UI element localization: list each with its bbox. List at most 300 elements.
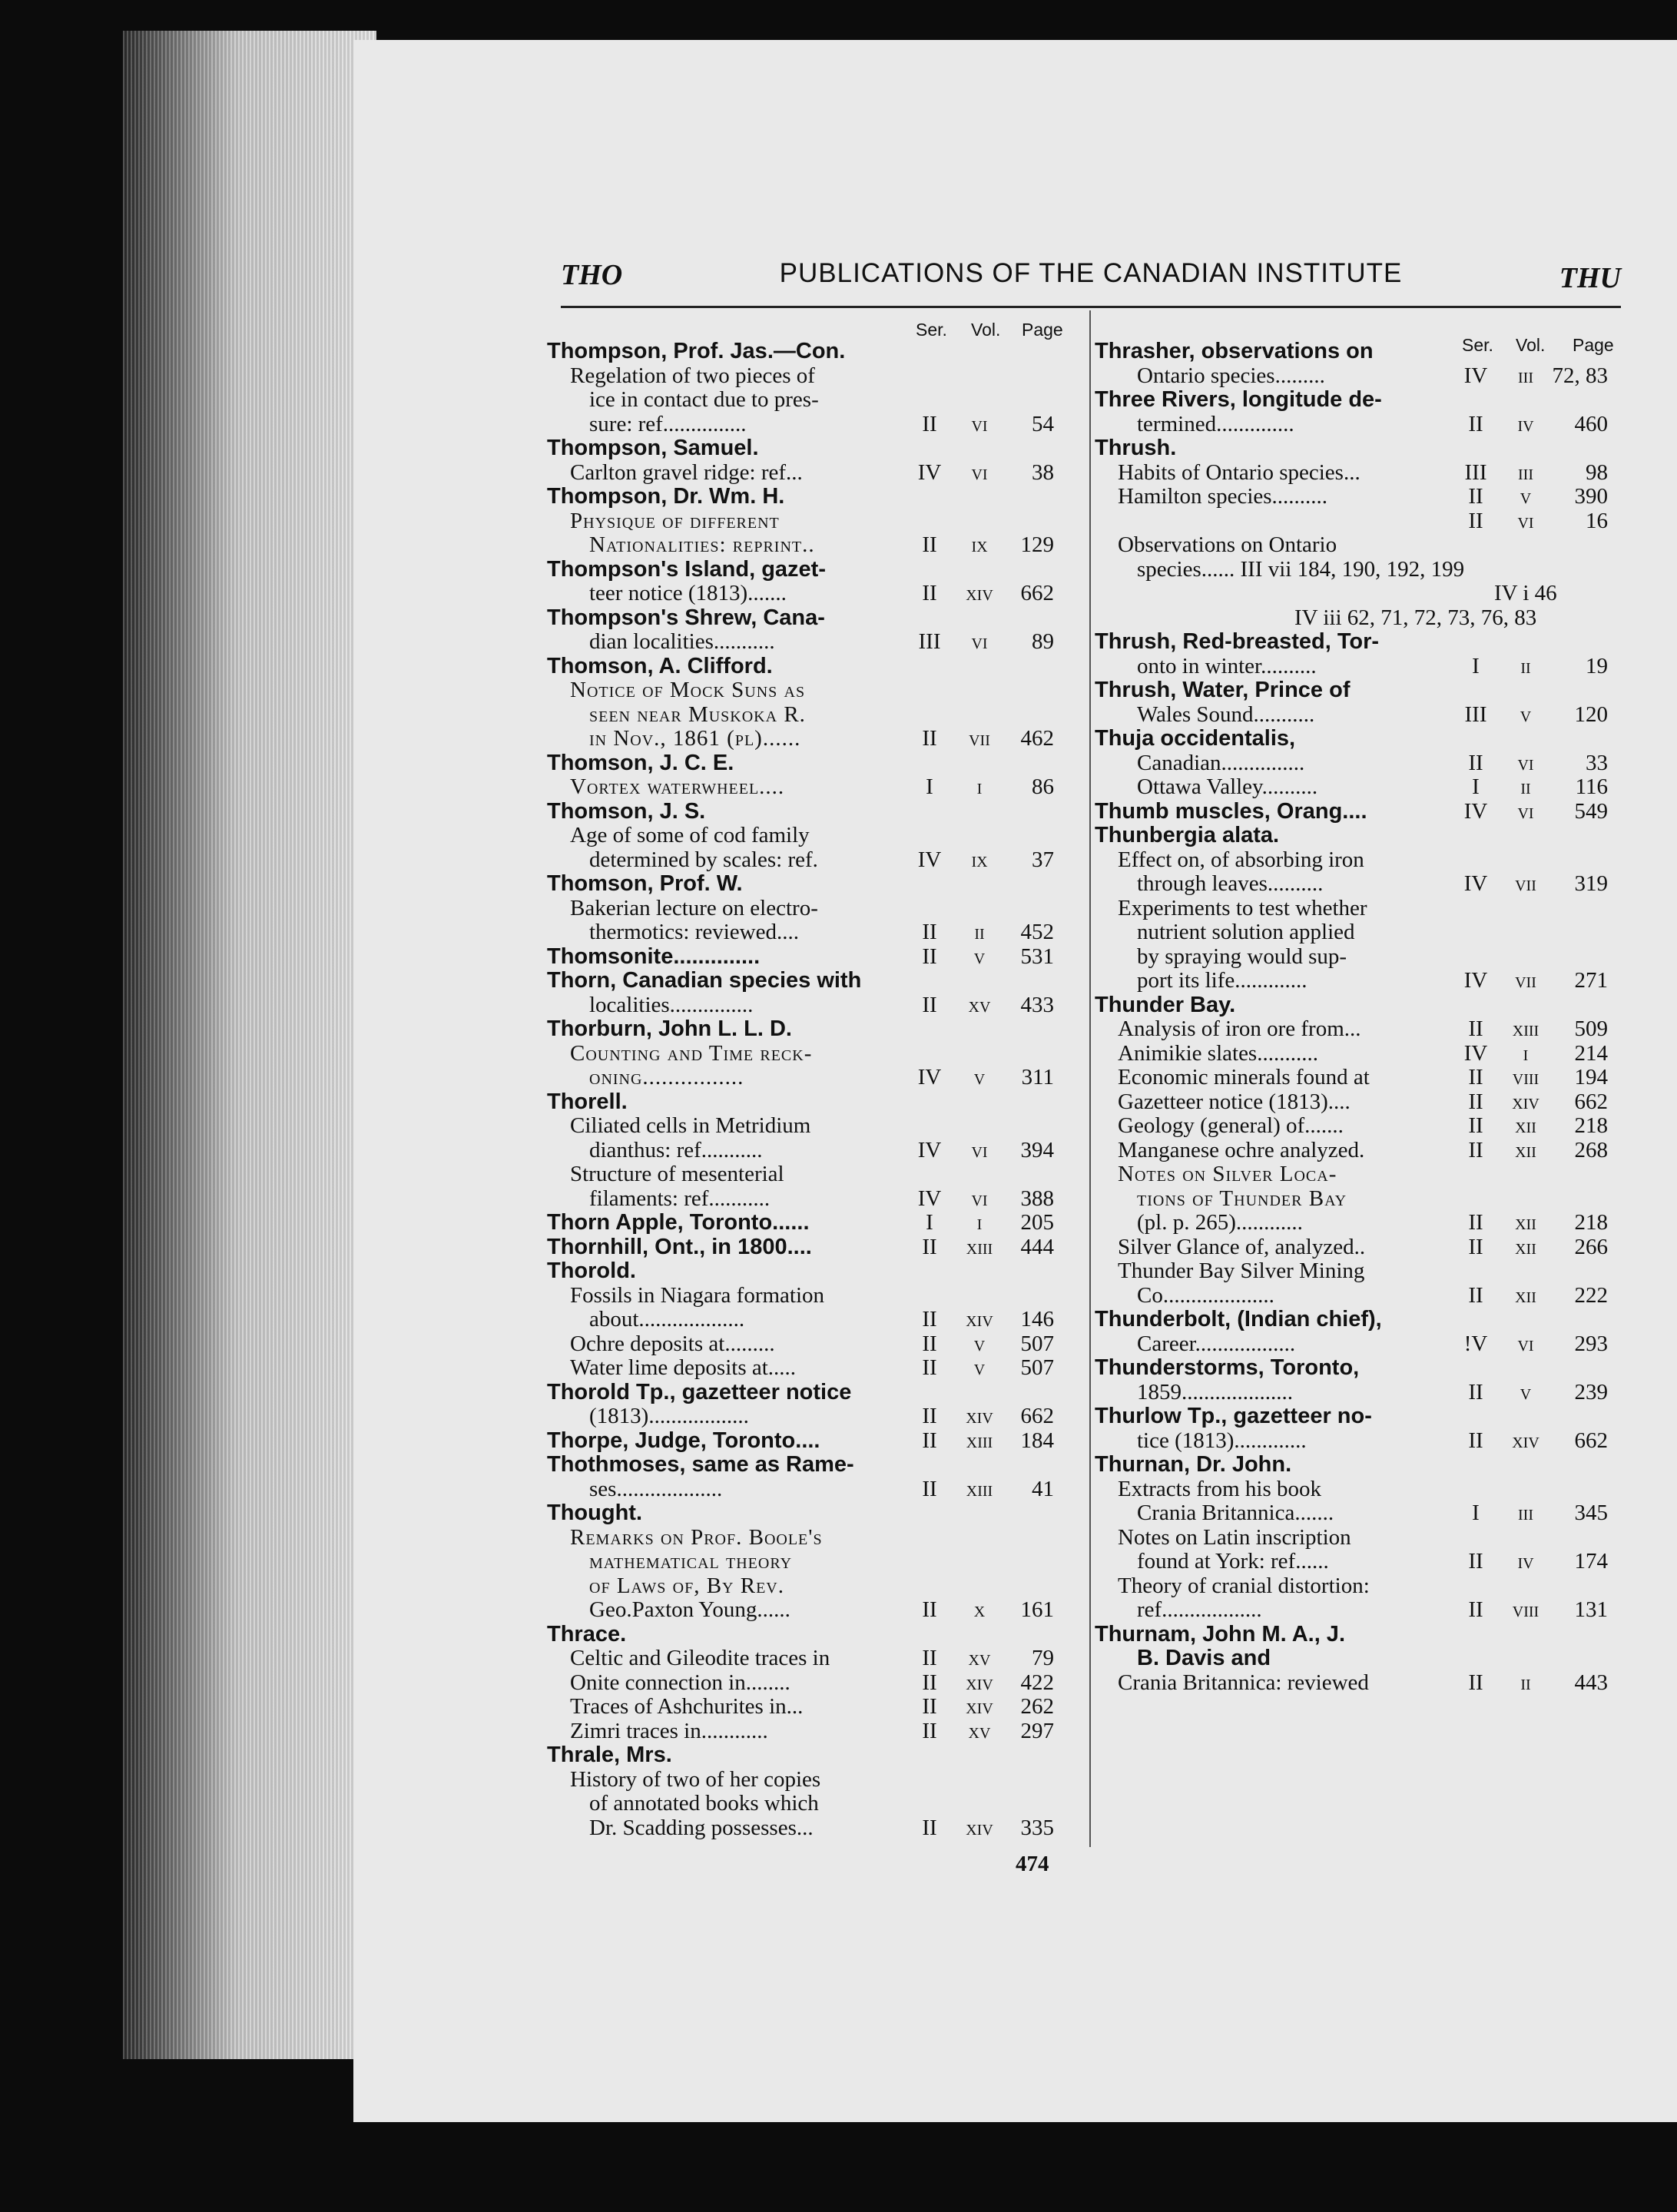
index-entry-row: [1095, 558, 1625, 582]
column-headings: [547, 318, 1069, 340]
ser-value: IV: [917, 847, 942, 872]
entry-text: Observations on Ontario: [1118, 532, 1337, 557]
ser-value: II: [922, 1646, 937, 1670]
entry-text: IV iii 62, 71, 72, 73, 76, 83: [1294, 605, 1537, 630]
ser-value: II: [1468, 1137, 1483, 1162]
page-value: 311: [1021, 1065, 1054, 1089]
vol-value: xiv: [1512, 1089, 1539, 1114]
entry-heading: Thothmoses, same as Rame-: [547, 1452, 854, 1477]
entry-text: Geo.Paxton Young......: [589, 1597, 790, 1622]
index-entry-row: [547, 413, 1069, 437]
vol-value: i: [976, 1210, 983, 1235]
ser-value: II: [1468, 1670, 1483, 1695]
index-entry-row: [547, 1477, 1069, 1502]
entry-text: of Laws of, By Rev.: [589, 1573, 784, 1598]
page-value: 268: [1574, 1137, 1608, 1162]
entry-text: mathematical theory: [589, 1549, 793, 1574]
index-entry-row: [547, 775, 1069, 800]
header-left-guideword: THO: [561, 259, 623, 291]
page-value: 433: [1020, 992, 1054, 1017]
entry-text: Economic minerals found at: [1118, 1065, 1370, 1089]
entry-text: about...................: [589, 1307, 745, 1332]
entry-text: onto in winter..........: [1137, 653, 1317, 678]
index-entry-row: [547, 1356, 1069, 1381]
ser-value: II: [1468, 750, 1483, 775]
index-entry-row: [547, 703, 1069, 728]
index-entry-row: [1095, 678, 1625, 703]
ser-value: II: [922, 1404, 937, 1428]
index-entry-row: [547, 1066, 1069, 1090]
vol-value: vii: [1515, 871, 1536, 896]
ser-value: IV: [1463, 871, 1488, 896]
page-value: 462: [1020, 726, 1054, 751]
index-entry-row: [1095, 388, 1625, 413]
index-entry-row: [1095, 1284, 1625, 1308]
entry-text: Counting and Time reck-: [570, 1040, 813, 1066]
index-entry-row: [547, 848, 1069, 873]
index-entry-row: [547, 678, 1069, 703]
entry-text: Structure of mesenterial: [570, 1162, 784, 1186]
index-entry-row: [547, 509, 1069, 534]
vol-value: iii: [1518, 363, 1533, 388]
entry-heading: Thompson, Prof. Jas.—Con.: [547, 339, 846, 363]
entry-text: IV i 46: [1494, 581, 1557, 605]
index-entry-row: [547, 558, 1069, 582]
index-entry-row: [547, 1695, 1069, 1720]
page-value: 218: [1574, 1113, 1608, 1138]
index-entry-row: [1095, 1017, 1625, 1042]
vol-value: xiv: [966, 1307, 993, 1332]
entry-text: Age of some of cod family: [570, 823, 810, 847]
page-value: 37: [1032, 847, 1054, 872]
book-spine-edge: [123, 31, 376, 2059]
ser-value: I: [926, 1210, 933, 1235]
entry-text: Carlton gravel ridge: ref...: [570, 459, 803, 485]
index-entry-row: [547, 1574, 1069, 1599]
ser-value: II: [922, 1476, 937, 1501]
header-right-guideword: THU: [1559, 262, 1621, 294]
entry-heading: Thunderbolt, (Indian chief),: [1095, 1307, 1382, 1332]
index-entry-row: [1095, 1501, 1625, 1526]
index-entry-row: [547, 1816, 1069, 1841]
page-value: 662: [1020, 1404, 1054, 1428]
page-value: 41: [1032, 1476, 1054, 1501]
index-entry-row: [1095, 582, 1625, 606]
vol-value: v: [973, 1065, 986, 1089]
index-entry-row: [1095, 630, 1625, 655]
entry-text: Notes on Silver Loca-: [1118, 1162, 1337, 1186]
entry-text: Manganese ochre analyzed.: [1118, 1137, 1365, 1162]
entry-text: (1813)..................: [589, 1404, 749, 1428]
page-value: 509: [1574, 1016, 1608, 1041]
vol-value: vi: [1517, 1331, 1534, 1356]
ser-value: II: [1468, 1113, 1483, 1138]
ser-value: II: [1468, 508, 1483, 533]
page-value: 452: [1020, 920, 1054, 944]
index-entry-row: [1095, 920, 1625, 945]
entry-text: Experiments to test whether: [1118, 895, 1367, 920]
index-entry-row: [1095, 1453, 1625, 1477]
vol-value: v: [1520, 1379, 1532, 1404]
ser-value: IV: [1463, 798, 1488, 824]
page-value: 38: [1032, 459, 1054, 485]
page-value: 549: [1574, 798, 1608, 824]
ser-value: II: [1468, 1549, 1483, 1574]
entry-heading: Thurnan, Dr. John.: [1095, 1452, 1292, 1477]
header-title: PUBLICATIONS OF THE CANADIAN INSTITUTE: [779, 258, 1403, 288]
index-entry-row: [547, 1550, 1069, 1574]
index-entry-row: [1095, 969, 1625, 993]
ser-value: II: [1468, 1210, 1483, 1235]
index-entry-row: [547, 920, 1069, 945]
index-entry-row: [1095, 1477, 1625, 1502]
entry-text: Extracts from his book: [1118, 1476, 1321, 1501]
entry-text: dianthus: ref...........: [589, 1137, 763, 1162]
index-entry-row: [547, 533, 1069, 558]
index-entry-row: [1095, 1550, 1625, 1574]
entry-text: Ontario species.........: [1137, 363, 1325, 388]
index-entry-row: [547, 582, 1069, 606]
index-entry-row: [547, 945, 1069, 970]
page-value: 89: [1032, 629, 1054, 654]
entry-text: Notes on Latin inscription: [1118, 1524, 1351, 1550]
index-column-right: [1095, 318, 1625, 1695]
vol-value: vi: [971, 1137, 988, 1162]
index-entry-row: [1095, 1187, 1625, 1212]
index-entry-row: [547, 436, 1069, 461]
index-entry-row: [547, 1042, 1069, 1066]
vol-value: xv: [968, 992, 991, 1017]
entry-text: species...... III vii 184, 190, 192, 199: [1137, 556, 1465, 582]
index-entry-row: [1095, 824, 1625, 848]
page-value: 161: [1020, 1597, 1054, 1622]
entry-text: Bakerian lecture on electro-: [570, 895, 818, 920]
vol-value: i: [1523, 1040, 1529, 1066]
index-entry-row: [547, 872, 1069, 897]
entry-text: of annotated books which: [589, 1791, 819, 1816]
index-entry-row: [547, 1671, 1069, 1696]
ser-value: II: [1468, 1282, 1483, 1308]
index-entry-row: [547, 630, 1069, 655]
page-value: 662: [1020, 581, 1054, 605]
page-value: 319: [1574, 871, 1608, 896]
index-entry-row: [1095, 751, 1625, 776]
index-entry-row: [547, 751, 1069, 776]
index-entry-row: [547, 606, 1069, 631]
entry-text: nutrient solution applied: [1137, 920, 1355, 944]
index-entry-row: [1095, 655, 1625, 679]
page-value: 54: [1032, 411, 1054, 436]
page-value: 531: [1020, 943, 1054, 969]
ser-value: III: [918, 629, 941, 654]
index-entry-row: [547, 897, 1069, 921]
entry-heading: Thomsonite..............: [547, 943, 761, 969]
vol-value: xiv: [966, 581, 993, 605]
ser-value: IV: [1463, 363, 1488, 388]
entry-text: Silver Glance of, analyzed..: [1118, 1234, 1366, 1259]
ser-value: II: [922, 1307, 937, 1332]
ser-value: II: [1468, 1065, 1483, 1089]
page-value: 120: [1574, 701, 1608, 727]
entry-text: through leaves..........: [1137, 871, 1324, 896]
index-entry-row: [547, 993, 1069, 1018]
entry-text: Dr. Scadding possesses...: [589, 1815, 814, 1840]
entry-heading: Thuja occidentalis,: [1095, 726, 1296, 751]
ser-value: II: [922, 920, 937, 944]
entry-heading: Thunder Bay.: [1095, 992, 1236, 1017]
index-entry-row: [547, 1381, 1069, 1405]
index-entry-row: [1095, 1623, 1625, 1647]
index-entry-row: [1095, 872, 1625, 897]
ser-value: II: [1468, 1234, 1483, 1259]
entry-text: thermotics: reviewed....: [589, 920, 799, 944]
entry-text: Effect on, of absorbing iron: [1118, 847, 1364, 872]
entry-text: Gazetteer notice (1813)....: [1118, 1089, 1351, 1114]
page-value: 222: [1574, 1282, 1608, 1308]
ser-value: III: [1464, 459, 1487, 485]
page-value: 394: [1020, 1137, 1054, 1162]
vol-value: v: [973, 1355, 986, 1380]
entry-heading: Thrale, Mrs.: [547, 1743, 672, 1767]
entry-text: termined..............: [1137, 411, 1294, 436]
page-value: 239: [1574, 1379, 1608, 1404]
index-entry-row: [547, 1162, 1069, 1187]
entry-heading: Thornhill, Ont., in 1800....: [547, 1234, 812, 1259]
entry-text: tice (1813).............: [1137, 1428, 1307, 1453]
index-entry-row: [1095, 1211, 1625, 1235]
page-value: 184: [1020, 1428, 1054, 1453]
index-entry-row: [1095, 1114, 1625, 1139]
ser-value: II: [922, 1597, 937, 1622]
entry-heading: Thompson's Island, gazet-: [547, 556, 826, 582]
page-value: 131: [1574, 1597, 1608, 1622]
vol-value: ix: [971, 532, 988, 557]
index-entry-row: [1095, 1162, 1625, 1187]
vol-value: xiii: [966, 1428, 993, 1453]
entry-heading: Thurlow Tp., gazetteer no-: [1095, 1404, 1372, 1428]
vol-value: iii: [1518, 459, 1533, 485]
vol-value: xiii: [1512, 1016, 1539, 1041]
entry-text: Regelation of two pieces of: [570, 363, 815, 388]
page-value: 86: [1032, 774, 1054, 799]
index-entry-row: [547, 1235, 1069, 1260]
index-entry-row: [547, 1139, 1069, 1163]
vol-value: ii: [1520, 1670, 1531, 1695]
index-entry-row: [547, 655, 1069, 679]
index-entry-row: [1095, 461, 1625, 486]
ser-value: IV: [917, 1186, 942, 1211]
vol-value: xii: [1515, 1113, 1536, 1138]
vol-value: v: [1520, 484, 1532, 509]
page-value: 116: [1575, 774, 1608, 799]
entry-text: Onite connection in........: [570, 1670, 790, 1695]
vol-value: i: [976, 774, 983, 799]
index-column-left: [547, 318, 1069, 1840]
entry-heading: Thrace.: [547, 1621, 627, 1647]
ser-value: II: [1468, 411, 1483, 436]
vol-value: xiii: [966, 1476, 993, 1501]
running-header: [561, 254, 1621, 300]
index-entry-row: [547, 1017, 1069, 1042]
vol-value: xv: [968, 1718, 991, 1743]
ser-value: II: [922, 1815, 937, 1840]
entry-text: seen near Muskoka R.: [589, 701, 806, 727]
entry-heading: Thorold Tp., gazetteer notice: [547, 1379, 852, 1404]
vol-value: vi: [1517, 750, 1534, 775]
index-entry-row: [1095, 1647, 1625, 1671]
vol-value: ii: [1520, 774, 1531, 799]
index-entry-row: [1095, 1235, 1625, 1260]
entry-text: Co....................: [1137, 1282, 1274, 1308]
page-value: 293: [1574, 1331, 1608, 1356]
index-entry-row: [1095, 1356, 1625, 1381]
index-entry-row: [1095, 1066, 1625, 1090]
index-entry-row: [547, 1526, 1069, 1550]
page-value: 390: [1574, 484, 1608, 509]
entry-heading: Thrush, Red-breasted, Tor-: [1095, 629, 1380, 654]
page-value: 443: [1574, 1670, 1608, 1695]
page-value: 444: [1020, 1234, 1054, 1259]
vol-value: v: [1520, 701, 1532, 727]
ser-value: II: [922, 1428, 937, 1453]
vol-value: xii: [1515, 1137, 1536, 1162]
vol-value: ix: [971, 847, 988, 872]
index-entry-row: [547, 1743, 1069, 1768]
index-entry-row: [547, 388, 1069, 413]
entry-text: Theory of cranial distortion:: [1118, 1573, 1370, 1598]
index-entry-row: [547, 461, 1069, 486]
vol-value: iv: [1517, 411, 1534, 436]
entry-text: ses...................: [589, 1476, 723, 1501]
page-value: 72, 83: [1552, 363, 1608, 388]
ser-value: I: [1472, 1501, 1480, 1525]
column-divider: [1089, 310, 1091, 1847]
entry-text: tions of Thunder Bay: [1137, 1186, 1347, 1211]
vol-value: vii: [969, 726, 990, 751]
entry-text: (pl. p. 265)............: [1137, 1210, 1303, 1235]
entry-heading: Thunderstorms, Toronto,: [1095, 1355, 1360, 1380]
index-entry-row: [547, 485, 1069, 509]
page-value: 146: [1020, 1307, 1054, 1332]
entry-text: Nationalities: reprint..: [589, 532, 815, 557]
index-entry-row: [547, 1623, 1069, 1647]
entry-heading: Thorn, Canadian species with: [547, 968, 862, 993]
entry-text: Physique of different: [570, 508, 780, 533]
entry-text: Ottawa Valley..........: [1137, 774, 1318, 799]
index-entry-row: [1095, 1090, 1625, 1115]
index-entry-row: [547, 1453, 1069, 1477]
index-entry-row: [547, 1647, 1069, 1671]
vol-value: vi: [971, 411, 988, 436]
vol-value: vii: [1515, 968, 1536, 993]
ser-value: II: [922, 1234, 937, 1259]
ser-value: II: [922, 532, 937, 557]
ser-value: II: [1468, 1089, 1483, 1114]
vol-value: ii: [1520, 653, 1531, 678]
entry-heading: Thorpe, Judge, Toronto....: [547, 1428, 820, 1453]
ser-value: IV: [917, 1137, 942, 1162]
entry-text: Crania Britannica: reviewed: [1118, 1670, 1369, 1695]
index-entry-row: [1095, 703, 1625, 728]
page-value: 662: [1574, 1428, 1608, 1453]
index-entry-row: [547, 1429, 1069, 1454]
index-entry-row: [1095, 485, 1625, 509]
vol-value: v: [973, 1331, 986, 1356]
page-value: 507: [1020, 1355, 1054, 1380]
ser-value: II: [922, 1670, 937, 1695]
index-entry-row: [547, 800, 1069, 824]
index-entry-row: [547, 1404, 1069, 1429]
index-entry-row: [1095, 364, 1625, 389]
page-value: 218: [1574, 1210, 1608, 1235]
index-entry-row: [547, 340, 1069, 364]
page-value: 335: [1020, 1815, 1054, 1840]
index-entry-row: [1095, 1139, 1625, 1163]
entry-list: [1095, 340, 1625, 1695]
entry-text: by spraying would sup-: [1137, 943, 1347, 969]
vol-value: xiv: [966, 1670, 993, 1695]
entry-text: History of two of her copies: [570, 1766, 821, 1792]
index-entry-row: [547, 1308, 1069, 1332]
entry-text: oning................: [589, 1065, 744, 1089]
index-entry-row: [547, 1768, 1069, 1792]
entry-heading: Thomson, Prof. W.: [547, 871, 743, 896]
entry-text: found at York: ref......: [1137, 1549, 1329, 1574]
ser-value: II: [1468, 1016, 1483, 1041]
index-entry-row: [1095, 1308, 1625, 1332]
page-heading: Page: [1573, 335, 1614, 355]
index-entry-row: [1095, 1332, 1625, 1357]
vol-value: xiv: [966, 1815, 993, 1840]
page-value: 19: [1586, 653, 1608, 678]
page-value: 262: [1020, 1694, 1054, 1719]
ser-value: II: [922, 1718, 937, 1743]
entry-text: Thunder Bay Silver Mining: [1118, 1259, 1365, 1283]
entry-text: filaments: ref...........: [589, 1186, 771, 1211]
page-value: 388: [1020, 1186, 1054, 1211]
entry-text: Crania Britannica.......: [1137, 1501, 1334, 1525]
index-entry-row: [1095, 775, 1625, 800]
index-entry-row: [1095, 1042, 1625, 1066]
entry-text: Hamilton species..........: [1118, 484, 1328, 509]
ser-value: II: [922, 943, 937, 969]
vol-value: x: [973, 1597, 986, 1622]
index-entry-row: [547, 1284, 1069, 1308]
entry-heading: Thomson, J. S.: [547, 798, 706, 824]
entry-text: Ochre deposits at.........: [570, 1331, 775, 1356]
ser-value: II: [1468, 1428, 1483, 1453]
entry-text: determined by scales: ref.: [589, 847, 818, 872]
entry-heading: Three Rivers, longitude de-: [1095, 387, 1382, 412]
ser-value: II: [1468, 484, 1483, 509]
page-value: 194: [1574, 1065, 1608, 1089]
index-entry-row: [1095, 848, 1625, 873]
vol-value: xv: [968, 1646, 991, 1670]
index-entry-row: [547, 1501, 1069, 1526]
entry-text: dian localities...........: [589, 629, 775, 654]
page-value: 79: [1032, 1646, 1054, 1670]
page-value: 297: [1020, 1718, 1054, 1743]
entry-list: [547, 340, 1069, 1840]
entry-text: Wales Sound...........: [1137, 701, 1315, 727]
entry-text: 1859....................: [1137, 1379, 1293, 1404]
index-entry-row: [547, 1187, 1069, 1212]
page-value: 16: [1586, 508, 1608, 533]
entry-text: sure: ref...............: [589, 411, 747, 436]
index-entry-row: [1095, 413, 1625, 437]
entry-text: Traces of Ashchurites in...: [570, 1694, 804, 1719]
ser-value: II: [922, 726, 937, 751]
